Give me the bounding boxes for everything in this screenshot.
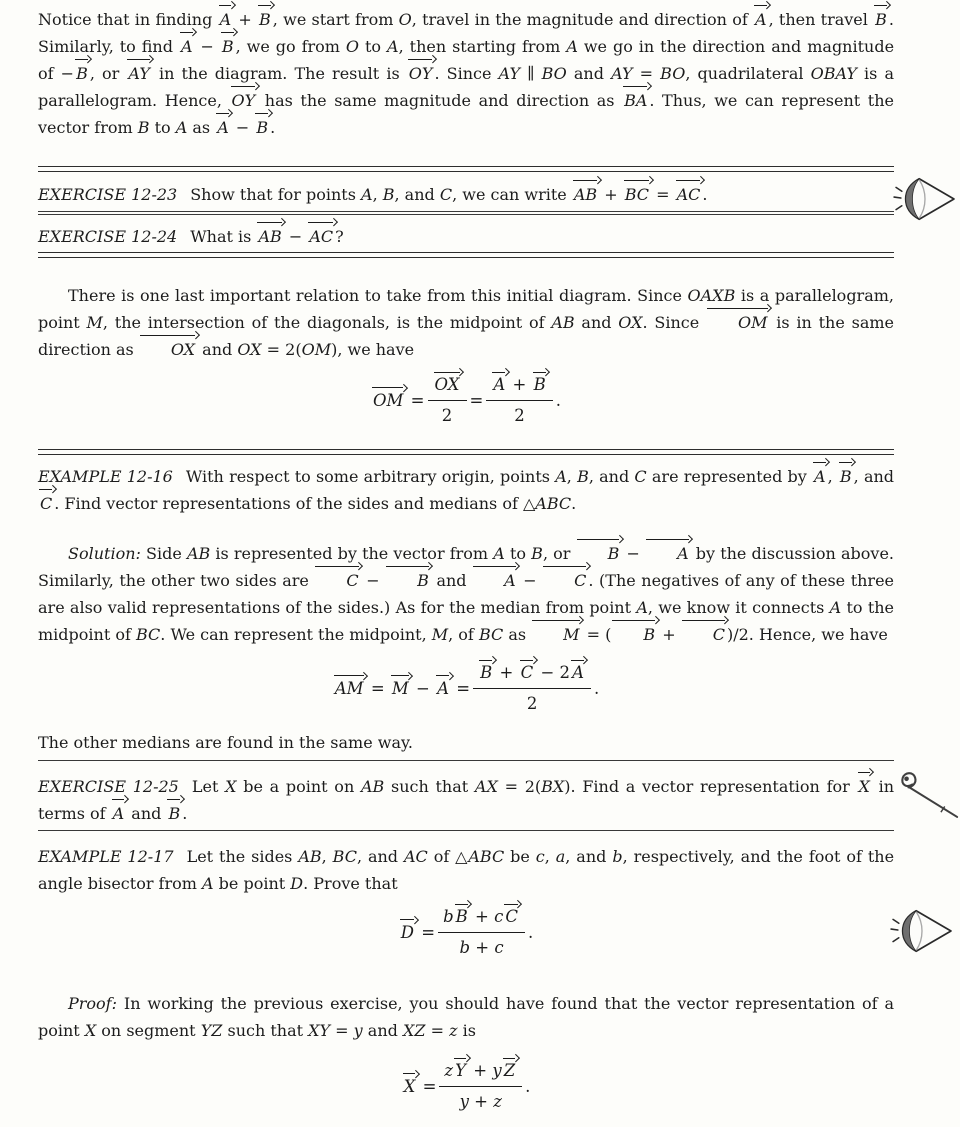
exercise-text: Let X be a point on AB such that AX = 2(BX). Find a vector representation for X in terms of A and B . bbox=[38, 777, 894, 823]
example-label: EXAMPLE 12-17 bbox=[38, 847, 174, 866]
exercise-12-23 bbox=[38, 181, 894, 208]
exercise-12-24 bbox=[38, 223, 894, 250]
exercise-text: Show that for points A, B, and C, we can write AB + BC = AC . bbox=[190, 185, 707, 204]
divider-exercises-bottom bbox=[38, 252, 894, 258]
medians-note: The other medians are found in the same way. bbox=[38, 733, 413, 752]
example-text: With respect to some arbitrary origin, points A, B, and C are represented by A , B , and C . Find vector representations of the sides and medians of △ABC. bbox=[38, 467, 894, 513]
relation-paragraph: There is one last important relation to take from this initial diagram. Since OAXB is a parallelogram, point M, the intersection of the diagonals, is the midpoint of AB and OX. Since OM is in the same direction as OX and OX = 2(OM), we have bbox=[38, 282, 894, 363]
eye-icon bbox=[890, 903, 954, 963]
divider-exercises-top bbox=[38, 166, 894, 172]
exercise-text: What is AB − AC ? bbox=[190, 227, 343, 246]
example-label: EXAMPLE 12-16 bbox=[38, 467, 173, 486]
exercise-label: EXERCISE 12-24 bbox=[38, 227, 178, 246]
equation-am: AM = M − A = $\frac{B + C - 2 A}{2}$ . bbox=[38, 654, 894, 717]
divider-exercise25-top bbox=[38, 760, 894, 761]
equation-d: D = $\frac{\text{b B + c C}}{b + c}$ . bbox=[38, 898, 894, 961]
quill-pen-icon bbox=[897, 766, 960, 828]
solution-paragraph: Solution: Side AB is represented by the vector from A to B, or B − A by the discussion above. Similarly, the other two sides are C − B and A − C . (The negatives of any of these three are also valid representations of the sides.) As for the median from point A, we know it connects A to the midpoint of BC. We can represent the midpoint, M, of BC as M = ( B + C )/2. Hence, we have bbox=[38, 540, 894, 648]
divider-example-top bbox=[38, 449, 894, 455]
exercise-label: EXERCISE 12-23 bbox=[38, 185, 178, 204]
equation-x: X = $\frac{\text{z Y + y Z}}{y + z}$ . bbox=[38, 1052, 894, 1115]
proof-paragraph: Proof: In working the previous exercise, you should have found that the vector representation of a point X on segment YZ such that XY = y and XZ = z is bbox=[38, 994, 894, 1040]
divider-exercises-middle bbox=[38, 211, 894, 215]
exercise-12-25 bbox=[38, 773, 894, 827]
intro-paragraph: Notice that in finding A + B , we start from O, travel in the magnitude and direction of A , then travel B . Similarly, to find A − B , we go from O to A, then starting from A we go in the direction and magnitude of − B , or AY in the diagram. The result is OY . Since AY ∥ BO and AY = BO, quadrilateral OBAY is a parallelogram. Hence, OY has the same magnitude and direction as BA . Thus, we can represent the vector from B to A as A − B . bbox=[38, 6, 894, 141]
example-12-16 bbox=[38, 463, 894, 517]
example-text: Let the sides AB, BC, and AC of △ABC be c, a, and b, respectively, and the foot of the angle bisector from A be point D. Prove that bbox=[38, 847, 895, 893]
divider-example17-top bbox=[38, 830, 894, 831]
exercise-label: EXERCISE 12-25 bbox=[38, 777, 179, 796]
equation-om: OM = $\frac{OX}{2}$ = $\frac{A + B}{2}$ . bbox=[38, 366, 894, 429]
eye-icon bbox=[893, 171, 957, 231]
example-12-17 bbox=[38, 843, 894, 897]
